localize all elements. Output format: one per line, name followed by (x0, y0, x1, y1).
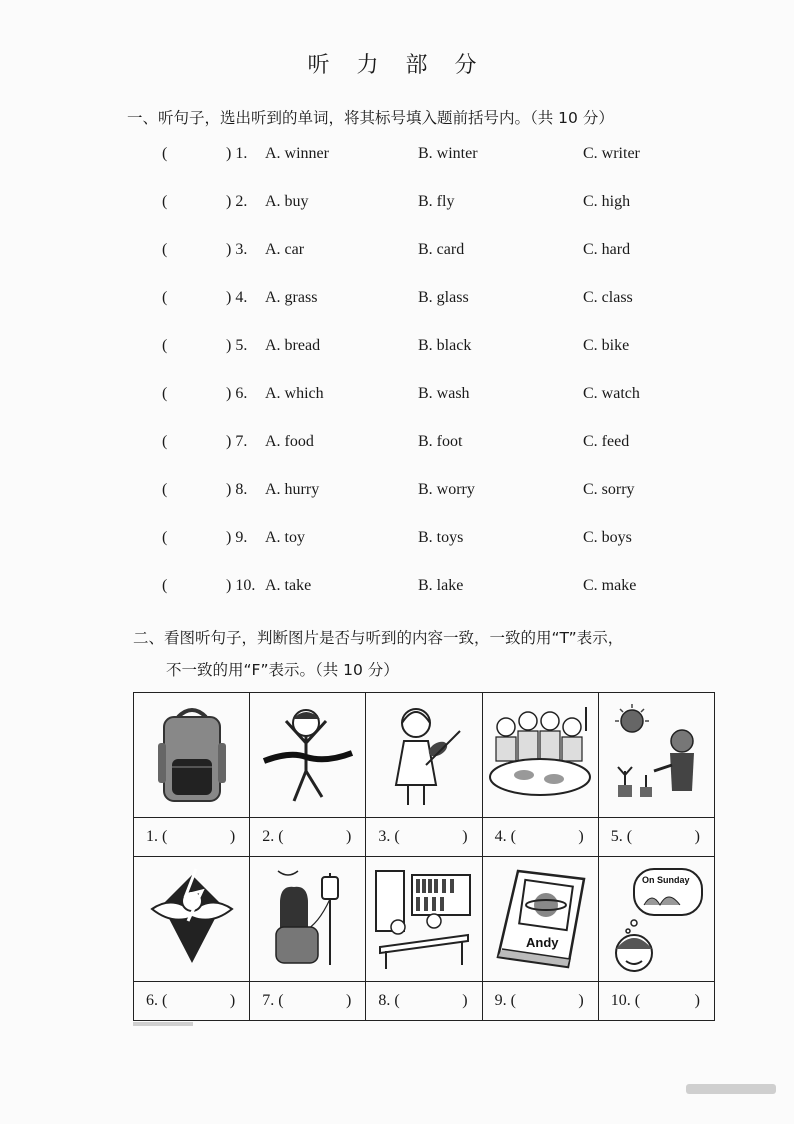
answer-paren[interactable]: ( (162, 337, 168, 354)
question-row (0, 289, 794, 313)
backpack-icon (154, 703, 230, 807)
question-number: ) 1. (226, 145, 248, 162)
answer-blank-7[interactable]: 7. ( ) (250, 982, 366, 1021)
question-row (0, 145, 794, 169)
watermark-corner (686, 1084, 776, 1094)
kite-icon (142, 865, 242, 973)
answer-blank-3[interactable]: 3. ( ) (366, 818, 482, 857)
answer-paren[interactable]: ( (162, 529, 168, 546)
question-number: ) 8. (226, 481, 248, 498)
answer-paren[interactable]: ( (162, 145, 168, 162)
scan-mark (133, 1022, 193, 1026)
question-row (0, 433, 794, 457)
answer-blank-10[interactable]: 10. ( ) (598, 982, 714, 1021)
family-dinner-icon (484, 701, 596, 809)
book-label: Andy (526, 935, 559, 950)
answer-blank-2[interactable]: 2. ( ) (250, 818, 366, 857)
option-c: C. feed (583, 433, 630, 450)
question-number: ) 10. (226, 577, 256, 594)
runner-icon (260, 701, 356, 809)
thinking-boy-icon (604, 865, 708, 973)
option-a: A. hurry (265, 481, 320, 498)
library-icon (372, 865, 476, 973)
option-b: B. card (418, 241, 465, 258)
picture-cell-5 (598, 693, 714, 818)
picture-cell-2 (250, 693, 366, 818)
option-c: C. class (583, 289, 633, 306)
option-a: A. car (265, 241, 305, 258)
question-row (0, 385, 794, 409)
picture-cell-6 (134, 857, 250, 982)
option-b: B. lake (418, 577, 464, 594)
question-number: ) 5. (226, 337, 248, 354)
option-c: C. hard (583, 241, 631, 258)
picture-cell-1 (134, 693, 250, 818)
option-c: C. boys (583, 529, 632, 546)
option-a: A. toy (265, 529, 305, 546)
picture-cell-3 (366, 693, 482, 818)
option-c: C. writer (583, 145, 640, 162)
option-a: A. take (265, 577, 312, 594)
picture-cell-10 (598, 857, 714, 982)
option-b: B. wash (418, 385, 470, 402)
option-c: C. bike (583, 337, 630, 354)
answer-paren[interactable]: ( (162, 577, 168, 594)
option-b: B. toys (418, 529, 464, 546)
picture-cell-7 (250, 857, 366, 982)
answer-blank-9[interactable]: 9. ( ) (482, 982, 598, 1021)
option-a: A. grass (265, 289, 318, 306)
option-c: C. sorry (583, 481, 635, 498)
picture-cell-9 (482, 857, 598, 982)
answer-blank-4[interactable]: 4. ( ) (482, 818, 598, 857)
answer-paren[interactable]: ( (162, 481, 168, 498)
option-c: C. high (583, 193, 631, 210)
option-a: A. which (265, 385, 324, 402)
option-a: A. winner (265, 145, 329, 162)
option-c: C. watch (583, 385, 640, 402)
question-number: ) 3. (226, 241, 248, 258)
answer-blank-8[interactable]: 8. ( ) (366, 982, 482, 1021)
answer-paren[interactable]: ( (162, 433, 168, 450)
section2-heading-line1: 二、看图听句子，判断图片是否与听到的内容一致，一致的用“T”表示， (133, 629, 624, 647)
answer-blank-6[interactable]: 6. ( ) (134, 982, 250, 1021)
picture-cell-8 (366, 857, 482, 982)
question-number: ) 2. (226, 193, 248, 210)
question-number: ) 4. (226, 289, 248, 306)
page-title: 听 力 部 分 (307, 53, 487, 78)
option-b: B. worry (418, 481, 475, 498)
option-b: B. winter (418, 145, 478, 162)
option-a: A. buy (265, 193, 309, 210)
option-b: B. glass (418, 289, 469, 306)
question-number: ) 9. (226, 529, 248, 546)
book-icon (488, 865, 592, 973)
section1-heading: 一、听句子，选出听到的单词，将其标号填入题前括号内。（共 10 分） (127, 109, 614, 127)
bubble-text: On Sunday (642, 875, 690, 885)
answer-paren[interactable]: ( (162, 241, 168, 258)
picture-grid (133, 692, 715, 1021)
question-row (0, 577, 794, 601)
question-number: ) 7. (226, 433, 248, 450)
violin-girl-icon (376, 701, 472, 809)
answer-paren[interactable]: ( (162, 289, 168, 306)
answer-paren[interactable]: ( (162, 193, 168, 210)
section2-heading-line2: 不一致的用“F”表示。（共 10 分） (166, 661, 399, 679)
sick-girl-icon (258, 865, 358, 973)
answer-blank-5[interactable]: 5. ( ) (598, 818, 714, 857)
question-row (0, 481, 794, 505)
question-number: ) 6. (226, 385, 248, 402)
watering-girl-icon (606, 701, 706, 809)
answer-paren[interactable]: ( (162, 385, 168, 402)
question-row (0, 241, 794, 265)
option-b: B. fly (418, 193, 455, 210)
option-a: A. food (265, 433, 314, 450)
option-b: B. black (418, 337, 472, 354)
picture-cell-4 (482, 693, 598, 818)
question-row (0, 337, 794, 361)
question-row (0, 529, 794, 553)
option-b: B. foot (418, 433, 463, 450)
question-row (0, 193, 794, 217)
option-c: C. make (583, 577, 637, 594)
answer-blank-1[interactable]: 1. ( ) (134, 818, 250, 857)
option-a: A. bread (265, 337, 321, 354)
